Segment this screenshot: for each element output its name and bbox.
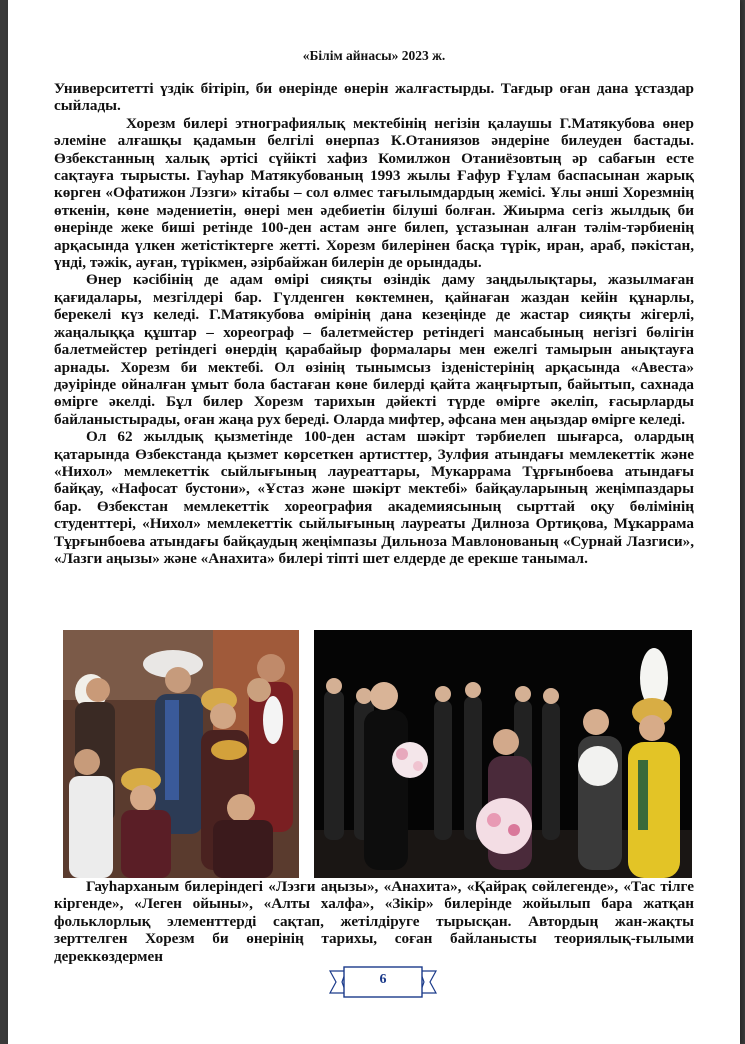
dancers-group-photo	[63, 630, 299, 878]
paragraph-3: Өнер кәсібінің де адам өмірі сияқты өзіндік даму заңдылықтары, жазылмаған қағидалары, мезгілдері бар. Гүлденген көктемнен, қайнаған жаздан кейін құнарлы, берекелі күз келеді. Г.Матякубова өмірінің дана кезеңінде де жастар сияқты жігерлі, жаңалыққа құштар – хореограф – балетмейстер ретіндегі мансабының негізгі бөлігін балетмейстер ретіндегі өнердің қарабайыр формалары мен ежелгі тамырын анықтауға арнады. Хорезм би мектебі. Ол өзінің тынымсыз ізденістерінің арқасында «Авеста» дәуірінде ойналған ұмыт бола бастаған көне билерді қайта жаңғыртып, байытып, сахнада өмірге әкелді. Бұл билер Хорезм тарихын дәйекті түрде өмірге әкеліп, ғасырларды байланыстырады, оған жаңа рух береді. Оларда мифтер, әфсана мен аңыздар өмірге келеді.	[54, 271, 694, 428]
paragraph-4: Ол 62 жылдық қызметінде 100-ден астам шәкірт тәрбиелеп шығарса, олардың қатарында Өзбекстанда қызмет көрсеткен артисттер, Зулфия атындағы мемлекеттік және «Нихол» мемлекеттік сыйлығының лауреаттары, Мукаррама Тұрғынбоева атындағы байқау, «Нафосат бустони», «Ұстаз және шәкірт мектебі» байқауларының жеңімпаздары бар. Өзбекстан мемлекеттік хореография академиясының сырттай оқу бөлімінің студенттері, «Нихол» мемлекеттік сыйлығының лауреаты Дилноза Ортиқова, Мұкаррама Тұрғынбоева атындағы байқаудың жеңімпазы Дильноза Мавлонованың «Сурнай Лазгиси», «Лазги аңызы» және «Анахита» билері тіпті шет елдерде де ерекше танымал.	[54, 428, 694, 567]
article-text-top	[54, 80, 694, 567]
document-page	[8, 0, 740, 1044]
paragraph-2: Хорезм билері этнографиялық мектебінің негізін қалаушы Г.Матякубова өнер әлеміне алғашқы қадамын белгілі өнерпаз К.Отаниязов әндеріне билеуден бастады. Өзбекстанның халық әртісі сүйікті хафиз Комилжон Отаниёзовтың әр сабағын есте сақтауға тырысты. Гауһар Матякубованың 1993 жылы Ғафур Ғұлам баспасынан жарық көрген «Офатижон Лэзги» кітабы – сол өлмес тағылымдардың жемісі. Ұлы әнші Хорезмнің өткенін, көне мәдениетін, өнері мен әдебиетін білуші болған. Жиырма сегіз жылдық би өнерінде жеке биші ретінде 100-ден астам әнге билеп, ұстазынан алған тәлім-тәрбиенің арқасында үлкен жетістіктерге жетті. Хорезм билерінен басқа түрік, иран, араб, пәкістан, үнді, тәжік, ауған, түрікмен, әзірбайжан билерін де орындады.	[54, 114, 694, 272]
page-number-badge	[328, 965, 438, 999]
paragraph-5: Гауһарханым билеріндегі «Лэзги аңызы», «Анахита», «Қайрақ сөйлегенде», «Тас тілге кіргенде», «Леген ойыны», «Алты халфа», «Зікір» билерінде жойылып бара жатқан фольклорлық элементтерді сақтап, жетілдіруге тырысқан. Автордың жан-жақты зерттелген Хорезм би өнерінің тарихы, соған байланысты теориялық-ғылыми дереккөздермен	[54, 878, 694, 965]
article-text-bottom	[54, 878, 694, 965]
page-number: 6	[379, 972, 387, 987]
journal-header: «Білім айнасы» 2023 ж.	[302, 48, 446, 63]
paragraph-1: Университетті үздік бітіріп, би өнерінде өнерін жалғастырды. Тағдыр оған дана ұстаздар сыйлады.	[54, 80, 694, 115]
stage-flowers-photo	[314, 630, 692, 878]
